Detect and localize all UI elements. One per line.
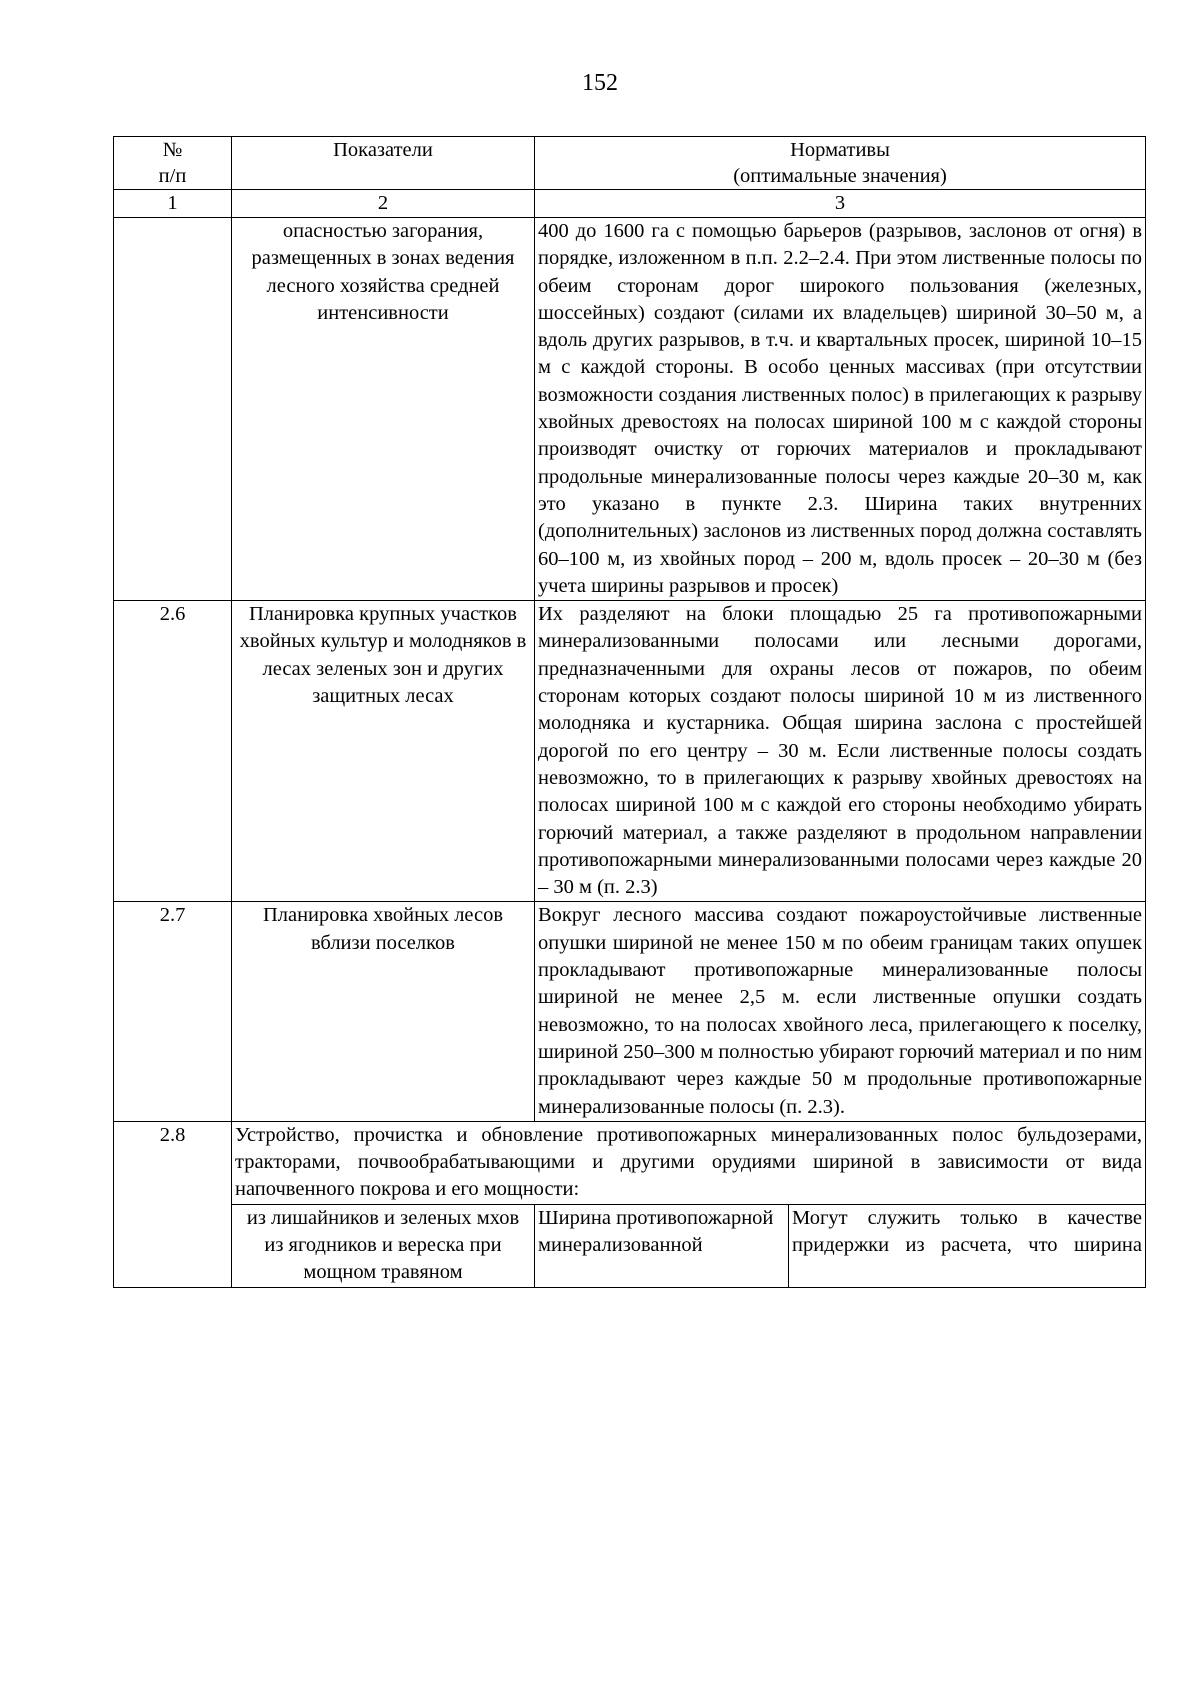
- row-number: 2.6: [114, 601, 232, 902]
- row-norm: 400 до 1600 га с помощью барьеров (разрывов, заслонов от огня) в порядке, изложенном в п.п. 2.2–2.4. При этом лиственные полосы по обеим сторонам дорог широкого пользования (железных, шоссейных) создают (силами их владельцев) шириной 30–50 м, а вдоль других разрывов, в т.ч. и квартальных просек, шириной 10–15 м с каждой стороны. В особо ценных массивах (при отсутствии возможности создания лиственных полос) в прилегающих к разрыву хвойных древостоях на полосах шириной 100 м с каждой стороны производят очистку от горючих материалов и прокладывают продольные минерализованные полосы через каждые 20–30 м, как это указано в пункте 2.3. Ширина таких внутренних (дополнительных) заслонов из лиственных пород должна составлять 60–100 м, из хвойных пород – 200 м, вдоль просек – 20–30 м (без учета ширины разрывов и просек): [535, 218, 1146, 601]
- subrow-indicator: из лишайников и зеленых мхов из ягодников и вереска при мощном травяном: [232, 1204, 535, 1287]
- header-norms-subtitle: (оптимальные значения): [733, 165, 947, 187]
- header-norms-title: Нормативы: [790, 139, 890, 161]
- row-norm: Их разделяют на блоки площадью 25 га противопожарными минерализованными полосами или лесными дорогами, предназначенными для охраны лесов от пожаров, по обеим сторонам которых создают полосы шириной 10 м из лиственного молодняка и кустарника. Общая ширина заслона с простейшей дорогой по его центру – 30 м. Если лиственные полосы создать невозможно, то в прилегающих к разрыву хвойных древостоях на полосах шириной 100 м с каждой его стороны необходимо убирать горючий материал, а также разделяют в продольном направлении противопожарными минерализованными полосами через каждые 20 – 30 м (п. 2.3): [535, 601, 1146, 902]
- row-norm: Вокруг лесного массива создают пожароустойчивые лиственные опушки шириной не менее 150 м по обеим границам таких опушек прокладывают противопожарные минерализованные полосы шириной не менее 2,5 м. если лиственные опушки создать невозможно, то на полосах хвойного леса, прилегающего к поселку, шириной 250–300 м полностью убирают горючий материал и по ним прокладывают через каждые 50 м продольные противопожарные минерализованные полосы (п. 2.3).: [535, 902, 1146, 1121]
- column-number-3: 3: [535, 190, 1146, 218]
- row-indicator: Планировка хвойных лесов вблизи поселков: [232, 902, 535, 1121]
- row-indicator: Планировка крупных участков хвойных культур и молодняков в лесах зеленых зон и других защитных лесах: [232, 601, 535, 902]
- table-header-row: [114, 137, 1146, 190]
- table-subrow: [114, 1204, 1146, 1287]
- row-indicator: опасностью загорания, размещенных в зонах ведения лесного хозяйства средней интенсивности: [232, 218, 535, 601]
- row-description: Устройство, прочистка и обновление противопожарных минерализованных полос бульдозерами, тракторами, почвообрабатывающими и другими орудиями шириной в зависимости от вида напочвенного покрова и его мощности:: [232, 1121, 1146, 1204]
- header-number: № п/п: [114, 137, 232, 190]
- column-number-1: 1: [114, 190, 232, 218]
- column-numbering-row: [114, 190, 1146, 218]
- row-number: 2.8: [114, 1121, 232, 1287]
- row-number: 2.7: [114, 902, 232, 1121]
- subrow-norm-note: Могут служить только в качестве придержки из расчета, что ширина: [789, 1204, 1146, 1287]
- page-number: 152: [582, 70, 618, 96]
- row-number: [114, 218, 232, 601]
- table-row: [114, 601, 1146, 902]
- header-indicators: Показатели: [232, 137, 535, 190]
- header-norms: [535, 137, 1146, 190]
- column-number-2: 2: [232, 190, 535, 218]
- table-row: [114, 1121, 1146, 1204]
- subrow-norm-width: Ширина противопожарной минерализованной: [535, 1204, 789, 1287]
- norms-table: [113, 136, 1146, 1288]
- table-row: [114, 218, 1146, 601]
- table-row: [114, 902, 1146, 1121]
